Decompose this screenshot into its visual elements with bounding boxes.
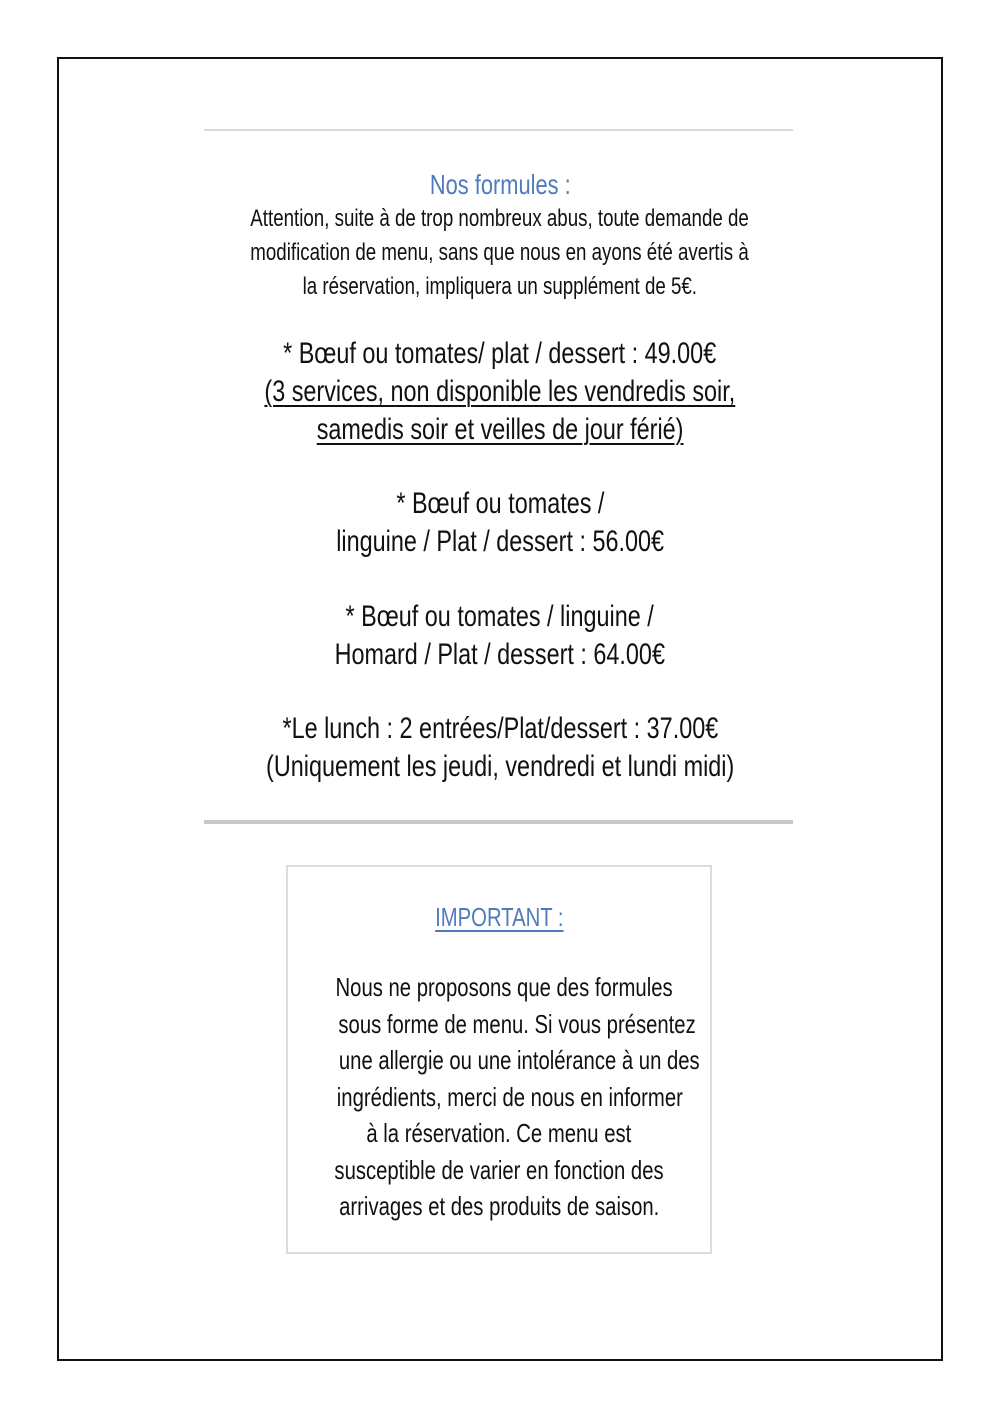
section-title <box>0 168 1000 202</box>
important-title <box>288 901 710 933</box>
important-line: à la réservation. Ce menu est <box>366 1118 632 1148</box>
notice-paragraph <box>0 202 1000 304</box>
important-box <box>286 865 712 1254</box>
formula-line: Homard / Plat / dessert : 64.00€ <box>334 638 666 671</box>
notice-line: la réservation, impliquera un supplément de 5€. <box>302 273 698 300</box>
formula-line: * Bœuf ou tomates / linguine / <box>345 600 655 633</box>
section-title-text: Nos formules : <box>429 169 571 200</box>
important-line: une allergie ou une intolérance à un des <box>338 1045 700 1075</box>
important-line: arrivages et des produits de saison. <box>338 1191 660 1221</box>
formula-64 <box>0 598 1000 674</box>
formula-line: * Bœuf ou tomates / <box>395 487 605 520</box>
formula-line: *Le lunch : 2 entrées/Plat/dessert : 37.00€ <box>282 712 718 745</box>
formula-note-line: (3 services, non disponible les vendredis soir, <box>264 375 736 408</box>
middle-divider <box>204 820 793 824</box>
important-title-text: IMPORTANT : <box>434 902 564 932</box>
top-divider <box>204 129 793 131</box>
notice-line: Attention, suite à de trop nombreux abus, toute demande de <box>250 205 750 232</box>
important-line: ingrédients, merci de nous en informer <box>336 1081 683 1112</box>
formula-note-line: samedis soir et veilles de jour férié) <box>316 413 684 446</box>
important-line: sous forme de menu. Si vous présentez <box>338 1008 696 1039</box>
formula-line: * Bœuf ou tomates/ plat / dessert : 49.00€ <box>283 337 717 370</box>
formula-56 <box>0 485 1000 561</box>
important-line: susceptible de varier en fonction des <box>334 1154 664 1185</box>
notice-line: modification de menu, sans que nous en ayons été avertis à <box>250 239 750 266</box>
formula-line: linguine / Plat / dessert : 56.00€ <box>336 525 664 558</box>
important-body <box>288 969 710 1225</box>
formula-line: (Uniquement les jeudi, vendredi et lundi midi) <box>265 750 735 783</box>
formula-lunch <box>0 710 1000 786</box>
important-line: Nous ne proposons que des formules <box>335 972 673 1002</box>
formula-49 <box>0 335 1000 449</box>
